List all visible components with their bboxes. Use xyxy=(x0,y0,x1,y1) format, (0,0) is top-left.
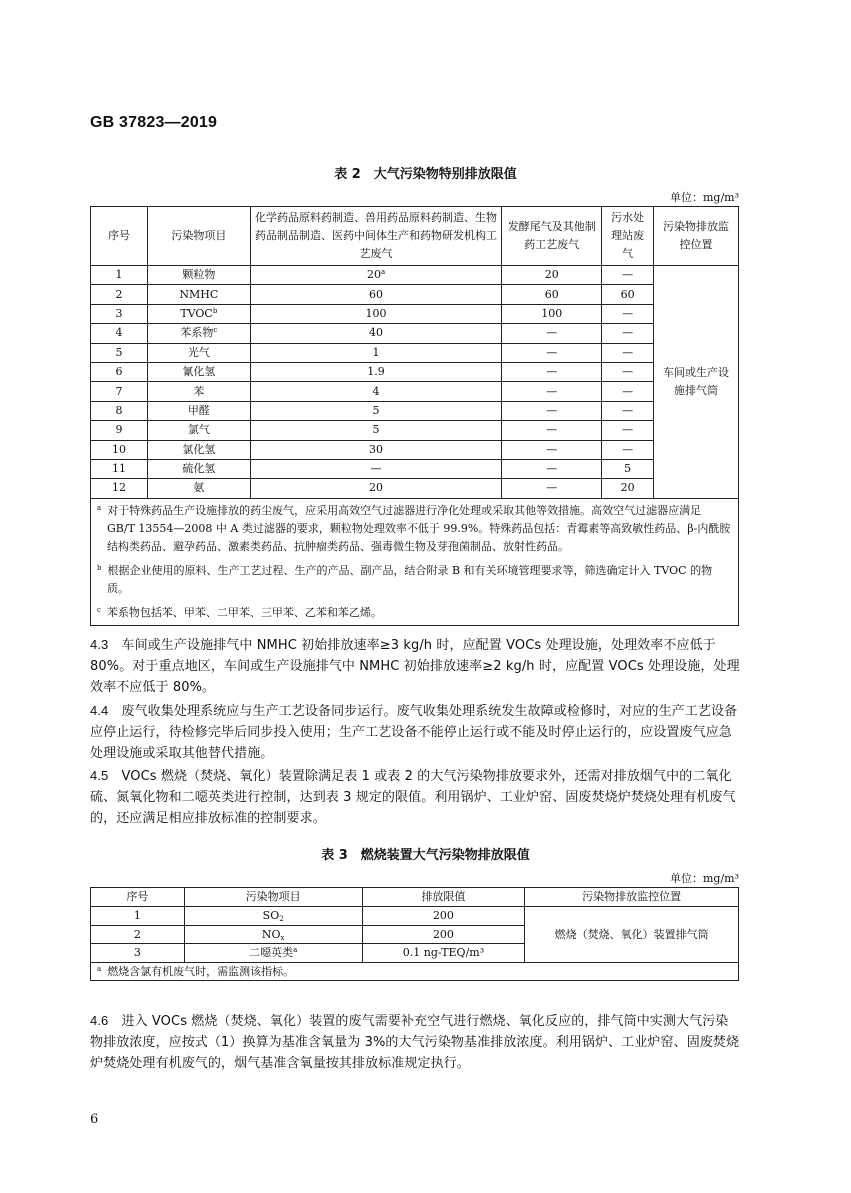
limit-fermentation: 60 xyxy=(502,285,602,304)
pollutant-item xyxy=(147,304,250,323)
limit-value: 1 xyxy=(372,345,380,359)
limit-fermentation: 100 xyxy=(502,304,602,323)
limit-fermentation: — xyxy=(502,421,602,440)
limit-wastewater: — xyxy=(602,421,654,440)
pollutant-name: 苯系物 xyxy=(180,326,214,340)
paragraph-number: 4.5 xyxy=(90,768,109,783)
paragraph-text: VOCs 燃烧（焚烧、氧化）装置除满足表 1 或表 2 的大气污染物排放要求外，还需对排放烟气中的二氧化硫、氮氧化物和二噁英类进行控制，达到表 3 规定的限值。利用锅炉、工业炉窑、固废焚烧炉焚烧处理有机废气的，还应满足相应排放标准的控制要求。 xyxy=(90,769,736,826)
pollutant-name: 光气 xyxy=(187,345,210,359)
monitoring-location: 车间或生产设施排气筒 xyxy=(654,266,739,499)
footnote-mark: b xyxy=(97,563,102,572)
paragraph-number: 4.3 xyxy=(90,637,109,652)
limit-value: 4 xyxy=(372,384,380,398)
limit-wastewater: — xyxy=(602,324,654,343)
row-number: 9 xyxy=(91,421,148,440)
limit-value: 5 xyxy=(372,403,380,417)
limit-fermentation: — xyxy=(502,440,602,459)
table3-title: 表 3 燃烧装置大气污染物排放限值 xyxy=(321,848,530,863)
limit-wastewater: 20 xyxy=(602,479,654,498)
limit-wastewater: 60 xyxy=(602,285,654,304)
limit-value: 100 xyxy=(365,306,387,320)
paragraph-4-3 xyxy=(90,634,740,698)
limit-fermentation: — xyxy=(502,362,602,381)
pollutant-name: NMHC xyxy=(179,287,219,301)
limit-value: 1.9 xyxy=(367,365,385,379)
page-number: 6 xyxy=(90,1112,99,1127)
table-row xyxy=(91,324,739,343)
table3-header-cell: 序号 xyxy=(91,888,185,907)
pollutant-item xyxy=(147,440,250,459)
table-row xyxy=(91,304,739,323)
limit-value: 60 xyxy=(369,287,384,301)
limit-wastewater: — xyxy=(602,401,654,420)
table2-header-row xyxy=(91,207,739,266)
limit-wastewater: — xyxy=(602,304,654,323)
footnote-mark: c xyxy=(213,326,218,335)
table3-header-cell: 污染物排放监控位置 xyxy=(525,888,739,907)
pollutant-name: 氯化氢 xyxy=(182,442,216,456)
row-number: 7 xyxy=(91,382,148,401)
table2-header-cell: 污水处理站废气 xyxy=(602,207,654,266)
row-number: 2 xyxy=(91,285,148,304)
limit-pharma xyxy=(250,285,502,304)
table-row xyxy=(91,382,739,401)
limit-fermentation: 20 xyxy=(502,266,602,285)
limit-wastewater: 5 xyxy=(602,459,654,478)
table3-header-row xyxy=(91,888,739,907)
row-number: 3 xyxy=(91,304,148,323)
row-number: 4 xyxy=(91,324,148,343)
note-text: 对于特殊药品生产设施排放的药尘废气，应采用高效空气过滤器进行净化处理或采取其他等效措施。高效空气过滤器应满足 GB/T 13554—2008 中 A 类过滤器的要求，颗粒物处理效率不低于 99.9%。特殊药品包括：青霉素等高致敏性药品、β-内酰胺结构类药品、避孕药品、激素类药品、抗肿瘤类药品、强毒微生物及芽孢菌制品、放射性药品。 xyxy=(107,503,731,553)
row-number: 8 xyxy=(91,401,148,420)
note-row xyxy=(91,601,739,626)
limit-pharma xyxy=(250,401,502,420)
pollutant-item xyxy=(147,362,250,381)
table2-header-cell: 污染物项目 xyxy=(147,207,250,266)
paragraph-text: 废气收集处理系统应与生产工艺设备同步运行。废气收集处理系统发生故障或检修时，对应的生产工艺设备应停止运行，待检修完毕后同步投入使用；生产工艺设备不能停止运行或不能及时停止运行的，应设置废气应急处理设施或采取其他替代措施。 xyxy=(90,704,738,761)
footnote-mark: b xyxy=(212,306,218,315)
table-note xyxy=(91,559,739,601)
note-row xyxy=(91,498,739,559)
row-number: 12 xyxy=(91,479,148,498)
footnote-mark: c xyxy=(97,605,101,614)
note-text: 燃烧含氯有机废气时，需监测该指标。 xyxy=(107,964,295,978)
pollutant-item xyxy=(147,401,250,420)
pollutant-name: 氨 xyxy=(193,481,205,495)
row-number: 1 xyxy=(91,266,148,285)
limit-pharma xyxy=(250,266,502,285)
limit-wastewater: — xyxy=(602,382,654,401)
paragraph-text: 车间或生产设施排气中 NMHC 初始排放速率≥3 kg/h 时，应配置 VOCs 处理设施，处理效率不应低于 80%。对于重点地区，车间或生产设施排气中 NMHC 初始排放速率≥2 kg/h 时，应配置 VOCs 处理设施，处理效率不应低于 80%。 xyxy=(90,638,740,695)
table-row xyxy=(91,479,739,498)
standard-id: GB 37823—2019 xyxy=(90,114,218,131)
footnote-mark: a xyxy=(97,964,102,973)
pollutant-item xyxy=(147,324,250,343)
limit-value: 20 xyxy=(369,481,384,495)
limit-wastewater: — xyxy=(602,343,654,362)
limit-value: 30 xyxy=(369,442,384,456)
limit-pharma xyxy=(250,440,502,459)
monitoring-location: 燃烧（焚烧、氧化）装置排气筒 xyxy=(525,907,739,963)
note-text: 根据企业使用的原料、生产工艺过程、生产的产品、副产品，结合附录 B 和有关环境管理要求等，筛选确定计入 TVOC 的物质。 xyxy=(107,563,713,595)
pollutant-name: NO xyxy=(261,927,281,941)
limit-value: 0.1 ng-TEQ/m³ xyxy=(362,944,525,963)
table3-header-cell: 污染物项目 xyxy=(184,888,362,907)
pollutant-name: 苯 xyxy=(193,384,205,398)
table-row xyxy=(91,440,739,459)
limit-wastewater: — xyxy=(602,362,654,381)
table-row xyxy=(91,343,739,362)
paragraph-number: 4.6 xyxy=(90,1013,109,1028)
limit-fermentation: — xyxy=(502,401,602,420)
note-row xyxy=(91,962,739,981)
subscript: x xyxy=(280,933,285,942)
subscript: 2 xyxy=(279,915,284,924)
limit-pharma xyxy=(250,382,502,401)
row-number: 10 xyxy=(91,440,148,459)
table-row xyxy=(91,285,739,304)
pollutant-name: SO xyxy=(262,909,280,923)
limit-value: 40 xyxy=(369,326,384,340)
limit-value: 20 xyxy=(366,268,381,282)
pollutant-item xyxy=(147,479,250,498)
footnote-mark: a xyxy=(380,268,386,277)
row-number: 3 xyxy=(91,944,185,963)
limit-pharma xyxy=(250,343,502,362)
table-row xyxy=(91,907,739,926)
table3 xyxy=(90,887,739,981)
limit-pharma xyxy=(250,362,502,381)
limit-pharma xyxy=(250,421,502,440)
limit-fermentation: — xyxy=(502,459,602,478)
table-row xyxy=(91,362,739,381)
table2-title: 表 2 大气污染物特别排放限值 xyxy=(334,167,517,182)
row-number: 6 xyxy=(91,362,148,381)
limit-pharma xyxy=(250,459,502,478)
limit-wastewater: — xyxy=(602,440,654,459)
row-number: 5 xyxy=(91,343,148,362)
limit-fermentation: — xyxy=(502,479,602,498)
limit-fermentation: — xyxy=(502,324,602,343)
limit-pharma xyxy=(250,479,502,498)
limit-fermentation: — xyxy=(502,343,602,362)
table3-header-cell: 排放限值 xyxy=(362,888,525,907)
pollutant-name: 氯气 xyxy=(187,423,210,437)
limit-pharma xyxy=(250,304,502,323)
pollutant-item xyxy=(147,266,250,285)
pollutant-item xyxy=(147,343,250,362)
pollutant-item xyxy=(147,421,250,440)
table-note xyxy=(91,601,739,626)
limit-value: — xyxy=(370,462,382,476)
pollutant-name: 颗粒物 xyxy=(182,268,216,282)
pollutant-item xyxy=(184,944,362,963)
table2-header-cell: 序号 xyxy=(91,207,148,266)
table2-header-cell: 污染物排放监控位置 xyxy=(654,207,739,266)
footnote-mark: a xyxy=(293,946,298,955)
paragraph-4-4 xyxy=(90,700,740,764)
table2-header-cell: 化学药品原料药制造、兽用药品原料药制造、生物药品制品制造、医药中间体生产和药物研发机构工艺废气 xyxy=(250,207,502,266)
limit-value: 200 xyxy=(362,907,525,926)
pollutant-name: 硫化氢 xyxy=(182,462,216,476)
row-number: 11 xyxy=(91,459,148,478)
table2 xyxy=(90,206,739,626)
paragraph-4-6 xyxy=(90,1010,740,1074)
table-note xyxy=(91,498,739,559)
table3-unit: 单位：mg/m³ xyxy=(669,872,739,885)
paragraph-text: 进入 VOCs 燃烧（焚烧、氧化）装置的废气需要补充空气进行燃烧、氧化反应的，排气筒中实测大气污染物排放浓度，应按式（1）换算为基准含氧量为 3%的大气污染物基准排放浓度。利用锅炉、工业炉窑、固废焚烧炉焚烧处理有机废气的，烟气基准含氧量按其排放标准规定执行。 xyxy=(90,1014,740,1071)
pollutant-name: TVOC xyxy=(180,306,213,320)
row-number: 1 xyxy=(91,907,185,926)
limit-value: 200 xyxy=(362,925,525,944)
table2-unit: 单位：mg/m³ xyxy=(669,191,739,204)
footnote-mark: a xyxy=(97,503,102,512)
table-row xyxy=(91,421,739,440)
pollutant-item xyxy=(147,285,250,304)
limit-pharma xyxy=(250,324,502,343)
pollutant-name: 氰化氢 xyxy=(182,365,216,379)
pollutant-item xyxy=(147,459,250,478)
pollutant-item xyxy=(184,907,362,926)
paragraph-number: 4.4 xyxy=(90,703,109,718)
pollutant-name: 二噁英类 xyxy=(249,946,294,960)
table2-header-cell: 发酵尾气及其他制药工艺废气 xyxy=(502,207,602,266)
limit-value: 5 xyxy=(372,423,380,437)
pollutant-name: 甲醛 xyxy=(187,403,210,417)
table-row xyxy=(91,401,739,420)
table-note xyxy=(91,962,739,981)
note-row xyxy=(91,559,739,601)
row-number: 2 xyxy=(91,925,185,944)
pollutant-item xyxy=(184,925,362,944)
table-row xyxy=(91,266,739,285)
limit-wastewater: — xyxy=(602,266,654,285)
table-row xyxy=(91,459,739,478)
pollutant-item xyxy=(147,382,250,401)
paragraph-4-5 xyxy=(90,765,740,829)
note-text: 苯系物包括苯、甲苯、二甲苯、三甲苯、乙苯和苯乙烯。 xyxy=(106,605,382,619)
limit-fermentation: — xyxy=(502,382,602,401)
